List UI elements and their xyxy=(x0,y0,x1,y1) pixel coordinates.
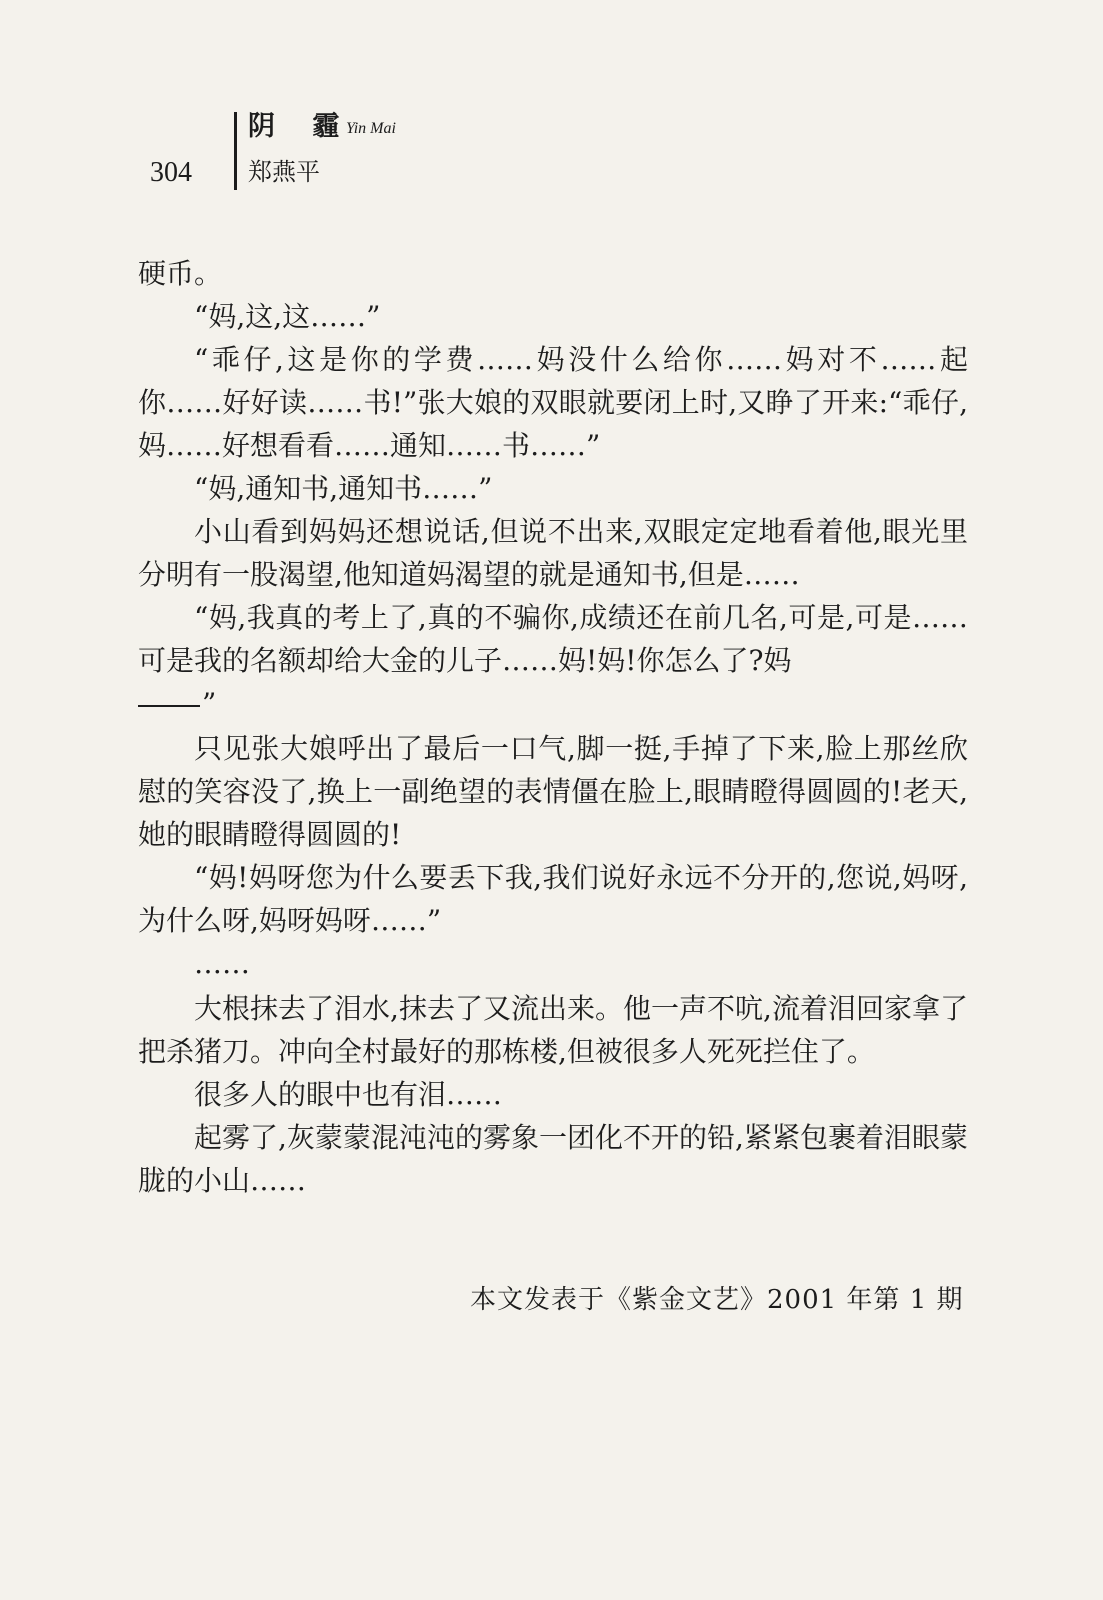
paragraph: “妈,这,这……” xyxy=(194,300,381,333)
em-dash xyxy=(138,705,200,707)
paragraph: 起雾了,灰蒙蒙混沌沌的雾象一团化不开的铅,紧紧包裹着泪眼蒙胧的小山…… xyxy=(138,1121,968,1197)
page-number: 304 xyxy=(150,157,192,188)
book-title: 阴 霾 xyxy=(248,111,354,142)
closing-quote: ” xyxy=(202,687,217,720)
publication-note: 本文发表于《紫金文艺》2001 年第 1 期 xyxy=(470,1285,964,1315)
paragraph: “妈!妈呀您为什么要丢下我,我们说好永远不分开的,您说,妈呀,为什么呀,妈呀妈呀……” xyxy=(138,861,968,937)
paragraph: “乖仔,这是你的学费……妈没什么给你……妈对不……起你……好好读……书!”张大娘的双眼就要闭上时,又睁了开来:“乖仔,妈……好想看看……通知……书……” xyxy=(138,343,968,462)
body-text xyxy=(138,252,968,1202)
paragraph: 小山看到妈妈还想说话,但说不出来,双眼定定地看着他,眼光里分明有一股渴望,他知道妈渴望的就是通知书,但是…… xyxy=(138,515,968,591)
author-name: 郑燕平 xyxy=(248,158,320,186)
header-divider xyxy=(234,112,237,190)
ellipsis-line: …… xyxy=(194,947,250,980)
paragraph: 只见张大娘呼出了最后一口气,脚一挺,手掉了下来,脸上那丝欣慰的笑容没了,换上一副绝望的表情僵在脸上,眼睛瞪得圆圆的!老天,她的眼睛瞪得圆圆的! xyxy=(138,732,968,851)
paragraph: “妈,通知书,通知书……” xyxy=(194,472,493,505)
page-header xyxy=(150,110,550,190)
book-title-latin: Yin Mai xyxy=(346,120,396,137)
paragraph: “妈,我真的考上了,真的不骗你,成绩还在前几名,可是,可是……可是我的名额却给大金的儿子……妈!妈!你怎么了?妈 xyxy=(138,601,968,677)
paragraph: 硬币。 xyxy=(138,257,223,290)
paragraph: 大根抹去了泪水,抹去了又流出来。他一声不吭,流着泪回家拿了把杀猪刀。冲向全村最好的那栋楼,但被很多人死死拦住了。 xyxy=(138,992,968,1068)
paragraph-continuation xyxy=(138,682,968,725)
paragraph: 很多人的眼中也有泪…… xyxy=(194,1078,503,1111)
